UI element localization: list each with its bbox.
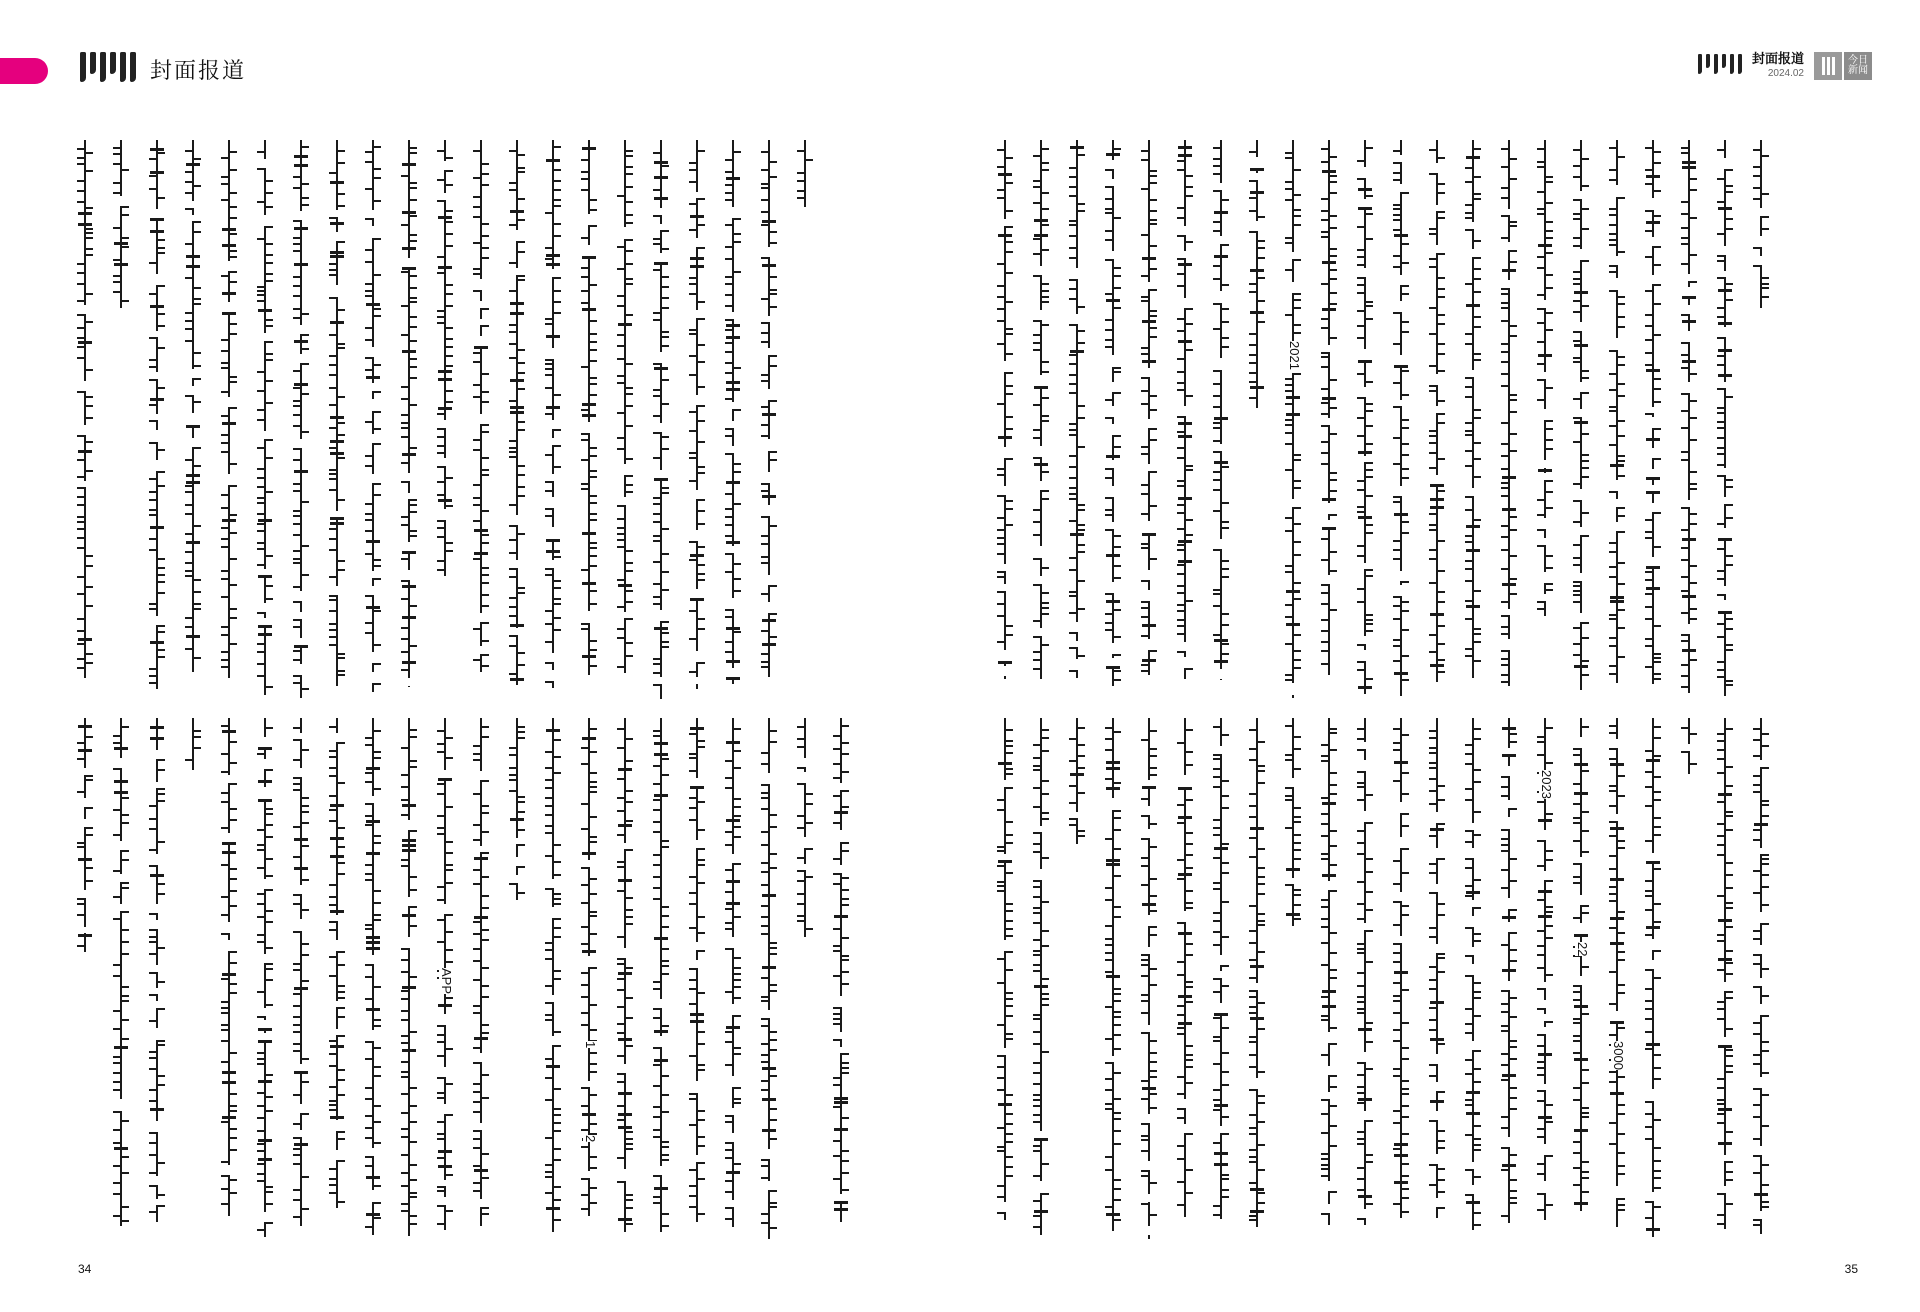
mongolian-text-line <box>1324 140 1334 700</box>
mongolian-text-line <box>332 718 342 1240</box>
mongolian-text-line <box>728 140 738 700</box>
mongolian-text-line <box>296 718 306 1240</box>
mongolian-text-line <box>1216 718 1226 1240</box>
logo-mark-icon <box>1814 52 1842 80</box>
mongolian-text-line <box>512 718 522 1240</box>
mongolian-text-line <box>116 140 126 700</box>
mongolian-text-line <box>512 140 522 700</box>
mongolian-text-line <box>1000 718 1010 1240</box>
mongolian-text-line <box>1432 140 1442 700</box>
inline-number: APP <box>439 968 454 995</box>
mongolian-text-line <box>1720 718 1730 1240</box>
mongolian-text-line <box>656 718 666 1240</box>
mongolian-text-line <box>1036 718 1046 1240</box>
mongolian-text-line <box>1504 140 1514 700</box>
mongolian-text-line <box>224 718 234 1240</box>
mongolian-text-line <box>1252 140 1262 700</box>
mongolian-text-line <box>800 718 810 1240</box>
issue-date: 2024.02 <box>1767 68 1804 79</box>
mongolian-text-line <box>1288 718 1298 1240</box>
mongolian-text-line <box>1611 718 1626 1240</box>
mongolian-text-line <box>332 140 342 700</box>
mongolian-text-line <box>1324 718 1334 1240</box>
right-lower-text-block <box>1000 718 1845 1240</box>
right-page-body <box>1000 140 1845 1240</box>
mongolian-text-line <box>1072 718 1082 1240</box>
mongolian-text-line <box>476 140 486 700</box>
inline-number: 22 <box>1575 942 1590 957</box>
mongolian-text-line <box>548 140 558 700</box>
section-accent-tab <box>0 58 48 84</box>
mongolian-text-line <box>764 718 774 1240</box>
left-page-body <box>80 140 920 1240</box>
mongolian-text-line <box>728 718 738 1240</box>
mongolian-text-line <box>1144 140 1154 700</box>
left-lower-text-block <box>80 718 920 1240</box>
mongolian-text-line <box>1180 140 1190 700</box>
mongolian-text-line <box>1108 718 1118 1240</box>
mongolian-text-line <box>1252 718 1262 1240</box>
mongolian-text-line <box>836 718 846 1240</box>
mongolian-text-line <box>1000 140 1010 700</box>
inline-number: 2023 <box>1539 770 1554 799</box>
mongolian-text-line <box>188 140 198 700</box>
mongolian-text-line <box>1540 140 1550 700</box>
page-number-left: 34 <box>78 1262 92 1276</box>
mongolian-heading-icon <box>1698 54 1742 78</box>
page-number-right: 35 <box>1844 1262 1858 1276</box>
mongolian-text-line <box>1108 140 1118 700</box>
mongolian-text-line <box>1684 718 1694 1240</box>
mongolian-text-line <box>440 140 450 700</box>
mongolian-text-line <box>152 140 162 700</box>
mongolian-text-line <box>1180 718 1190 1240</box>
mongolian-text-line <box>152 718 162 1240</box>
mongolian-text-line <box>583 718 598 1240</box>
section-title: 封面报道 <box>150 58 247 84</box>
mongolian-text-line <box>1756 140 1766 700</box>
mongolian-text-line <box>584 140 594 700</box>
right-upper-text-block <box>1000 140 1845 700</box>
mongolian-text-line <box>692 718 702 1240</box>
mongolian-text-line <box>656 140 666 700</box>
mongolian-text-line <box>1072 140 1082 700</box>
inline-number: 3000 <box>1611 1041 1626 1070</box>
left-upper-text-block <box>80 140 920 700</box>
mongolian-text-line <box>1612 140 1622 700</box>
mongolian-text-line <box>620 718 630 1240</box>
mongolian-text-line <box>80 718 90 1240</box>
mongolian-text-line <box>1576 140 1586 700</box>
mongolian-text-line <box>1756 718 1766 1240</box>
mongolian-text-line <box>404 718 414 1240</box>
magazine-logo <box>1814 52 1872 80</box>
mongolian-text-line <box>368 140 378 700</box>
mongolian-text-line <box>260 140 270 700</box>
running-head <box>1752 53 1804 79</box>
mongolian-text-line <box>692 140 702 700</box>
section-title: 封面报道 <box>1751 52 1804 67</box>
mongolian-text-line <box>1539 718 1554 1240</box>
mongolian-text-line <box>1468 718 1478 1240</box>
mongolian-text-line <box>1360 140 1370 700</box>
mongolian-text-line <box>1684 140 1694 700</box>
mongolian-heading-icon <box>80 52 136 86</box>
mongolian-text-line <box>1468 140 1478 700</box>
mongolian-text-line <box>764 140 774 700</box>
logo-text: 今日 新闻 <box>1844 52 1872 80</box>
mongolian-text-line <box>548 718 558 1240</box>
mongolian-text-line <box>368 718 378 1240</box>
mongolian-text-line <box>224 140 234 700</box>
mongolian-text-line <box>188 718 198 1240</box>
mongolian-text-line <box>296 140 306 700</box>
mongolian-text-line <box>620 140 630 700</box>
mongolian-text-line <box>1216 140 1226 700</box>
mongolian-text-line <box>800 140 810 700</box>
mongolian-text-line <box>1036 140 1046 700</box>
mongolian-text-line <box>404 140 414 700</box>
inline-number: 2 <box>583 1135 598 1143</box>
mongolian-text-line <box>476 718 486 1240</box>
mongolian-text-line <box>1144 718 1154 1240</box>
mongolian-text-line <box>116 718 126 1240</box>
mongolian-text-line <box>1396 718 1406 1240</box>
mongolian-text-line <box>439 718 454 1240</box>
mongolian-text-line <box>80 140 90 700</box>
mongolian-text-line <box>1720 140 1730 700</box>
mongolian-text-line <box>1396 140 1406 700</box>
mongolian-text-line <box>1360 718 1370 1240</box>
inline-number: 2021 <box>1287 341 1302 370</box>
mongolian-text-line <box>260 718 270 1240</box>
mongolian-text-line <box>1287 140 1302 700</box>
right-page-header <box>1698 52 1872 80</box>
mongolian-text-line <box>1432 718 1442 1240</box>
mongolian-text-line <box>1575 718 1590 1240</box>
mongolian-text-line <box>1504 718 1514 1240</box>
mongolian-text-line <box>1648 718 1658 1240</box>
mongolian-text-line <box>1648 140 1658 700</box>
left-page-header <box>80 52 246 86</box>
inline-number: 1 <box>583 1041 598 1049</box>
